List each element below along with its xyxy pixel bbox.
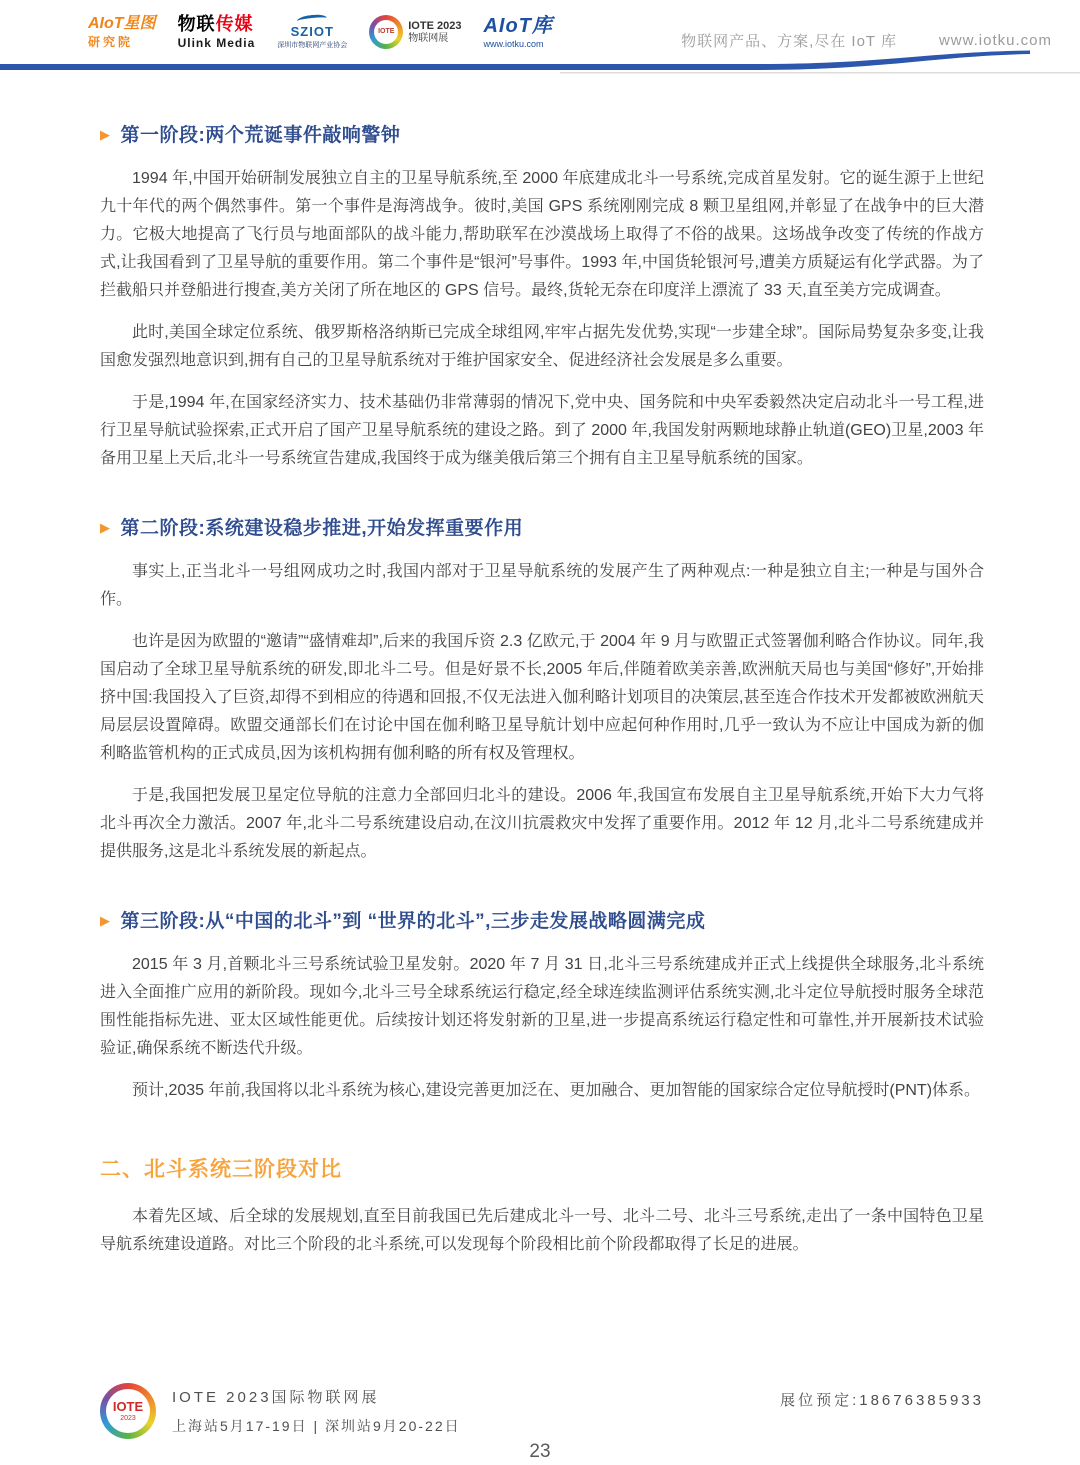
stage-1-heading-text: 第一阶段:两个荒诞事件敲响警钟 <box>120 125 401 146</box>
stage-2-heading-text: 第二阶段:系统建设稳步推进,开始发挥重要作用 <box>120 518 524 539</box>
ulink-media-logo <box>178 14 256 50</box>
paragraph: 本着先区域、后全球的发展规划,直至目前我国已先后建成北斗一号、北斗二号、北斗三号系统,走出了一条中国特色卫星导航系统建设道路。对比三个阶段的北斗系统,可以发现每个阶段相比前个阶段都取得了长足的进展。 <box>100 1208 984 1253</box>
sziot-logo-sub: 深圳市物联网产业协会 <box>277 41 348 49</box>
header-swoosh-line <box>0 50 1080 86</box>
sziot-logo <box>277 15 347 50</box>
iote-logo-sub: 物联网展 <box>408 33 449 45</box>
page-footer <box>100 1383 984 1439</box>
triangle-bullet-icon: ▶ <box>100 520 111 535</box>
section-comparison <box>100 1153 984 1259</box>
footer-expo-name: IOTE 2023国际物联网展 <box>172 1389 380 1406</box>
sziot-logo-name: SZIOT <box>290 23 334 39</box>
header-tagline: 物联网产品、方案,尽在 IoT 库 <box>681 33 897 50</box>
aiot-research-logo-name: AIoT星图 <box>88 15 156 33</box>
ulink-name-red: 传媒 <box>215 14 254 34</box>
comparison-heading: 二、北斗系统三阶段对比 <box>100 1158 342 1181</box>
section-stage-1 <box>100 120 984 473</box>
header-website: www.iotku.com <box>938 32 1052 49</box>
paragraph: 1994 年,中国开始研制发展独立自主的卫星导航系统,至 2000 年底建成北斗一号系统,完成首星发射。它的诞生源于上世纪九十年代的两个偶然事件。第一个事件是海湾战争。彼时,美国 GPS 系统刚刚完成 8 颗卫星组网,并彰显了在战争中的巨大潜力。它极大地提高了飞行员与地面部队的战斗能力,帮助联军在沙漠战场上取得了不俗的战果。这场战争改变了传统的作战方式,让我国看到了卫星导航的重要作用。第二个事件是“银河”号事件。1993 年,中国货轮银河号,遭美方质疑运有化学武器。为了拦截船只并登船进行搜查,美方关闭了所在地区的 GPS 信号。最终,货轮无奈在印度洋上漂流了 33 天,直至美方完成调查。 <box>100 170 984 299</box>
footer-expo-dates: 上海站5月17-19日 | 深圳站9月20-22日 <box>172 1418 461 1434</box>
iote-footer-logo-year: 2023 <box>120 1415 136 1422</box>
paragraph: 事实上,正当北斗一号组网成功之时,我国内部对于卫星导航系统的发展产生了两种观点:一种是独立自主;一种是与国外合作。 <box>100 563 984 608</box>
iote-footer-logo-text: IOTE <box>112 1399 144 1414</box>
stage-3-heading-text: 第三阶段:从“中国的北斗”到 “世界的北斗”,三步走发展战略圆满完成 <box>120 911 706 932</box>
ulink-media-logo-name <box>178 14 256 35</box>
iote-logo-name: IOTE 2023 <box>408 19 462 32</box>
triangle-bullet-icon: ▶ <box>100 913 111 928</box>
paragraph: 于是,我国把发展卫星定位导航的注意力全部回归北斗的建设。2006 年,我国宣布发展自主卫星导航系统,开始下大力气将北斗再次全力激活。2007 年,北斗二号系统建设启动,在汶川抗震救灾中发挥了重要作用。2012 年 12 月,北斗二号系统建成并提供服务,这是北斗系统发展的新起点。 <box>100 787 984 860</box>
paragraph: 也许是因为欧盟的“邀请”“盛情难却”,后来的我国斥资 2.3 亿欧元,于 2004 年 9 月与欧盟正式签署伽利略合作协议。同年,我国启动了全球卫星导航系统的研发,即北斗二号。但是好景不长,2005 年后,伴随着欧美亲善,欧洲航天局也与美国“修好”,开始排挤中国:我国投入了巨资,却得不到相应的待遇和回报,不仅无法进入伽利略计划项目的决策层,甚至连合作技术开发都被欧洲航天局层层设置障碍。欧盟交通部长们在讨论中国在伽利略卫星导航计划中应起何种作用时,几乎一致认为不应让中国成为新的伽利略监管机构的正式成员,因为该机构拥有伽利略的所有权及管理权。 <box>100 633 984 762</box>
footer-booking-phone: 展位预定:18676385933 <box>780 1392 984 1409</box>
aiot-research-logo <box>88 15 156 49</box>
page-number: 23 <box>529 1441 551 1462</box>
ulink-media-logo-sub: Ulink Media <box>177 35 256 50</box>
stage-3-heading <box>100 906 984 933</box>
stage-1-heading <box>100 120 984 147</box>
triangle-bullet-icon: ▶ <box>100 127 111 142</box>
paragraph: 于是,1994 年,在国家经济实力、技术基础仍非常薄弱的情况下,党中央、国务院和中央军委毅然决定启动北斗一号工程,进行卫星导航试验探索,正式开启了国产卫星导航系统的建设之路。到了 2000 年,我国发射两颗地球静止轨道(GEO)卫星,2003 年备用卫星上天后,北斗一号系统宣告建成,我国终于成为继美俄后第三个拥有自主卫星导航系统的国家。 <box>100 394 984 467</box>
paragraph: 2015 年 3 月,首颗北斗三号系统试验卫星发射。2020 年 7 月 31 日,北斗三号系统建成并正式上线提供全球服务,北斗系统进入全面推广应用的新阶段。现如今,北斗三号全球系统运行稳定,经全球连续监测评估系统实测,北斗定位导航授时服务全球范围性能指标先进、亚太区域性能更优。后续按计划还将发射新的卫星,进一步提高系统运行稳定性和可靠性,并开展新技术试验验证,确保系统不断迭代升级。 <box>100 956 984 1057</box>
iote-badge-icon <box>369 15 403 49</box>
iote-2023-logo <box>369 15 461 49</box>
paragraph: 此时,美国全球定位系统、俄罗斯格洛纳斯已完成全球组网,牢牢占据先发优势,实现“一步建全球”。国际局势复杂多变,让我国愈发强烈地意识到,拥有自己的卫星导航系统对于维护国家安全、促进经济社会发展是多么重要。 <box>100 324 984 369</box>
footer-expo-info <box>172 1386 461 1436</box>
section-stage-3 <box>100 906 984 1105</box>
ulink-name-black: 物联 <box>177 14 216 34</box>
aiot-research-logo-sub: 研究院 <box>88 34 134 49</box>
iote-badge-text: IOTE <box>374 20 398 44</box>
article-body <box>0 70 1080 1259</box>
section-stage-2 <box>100 513 984 866</box>
header-right <box>681 14 1052 51</box>
iote-footer-logo-icon <box>100 1383 156 1439</box>
stage-2-heading <box>100 513 984 540</box>
aiotku-logo-name: AIoT库 <box>483 15 553 38</box>
aiotku-logo-sub: www.iotku.com <box>483 39 544 50</box>
aiotku-logo <box>483 15 552 49</box>
paragraph: 预计,2035 年前,我国将以北斗系统为核心,建设完善更加泛在、更加融合、更加智能的国家综合定位导航授时(PNT)体系。 <box>132 1082 981 1099</box>
header-logo-row <box>88 14 553 50</box>
